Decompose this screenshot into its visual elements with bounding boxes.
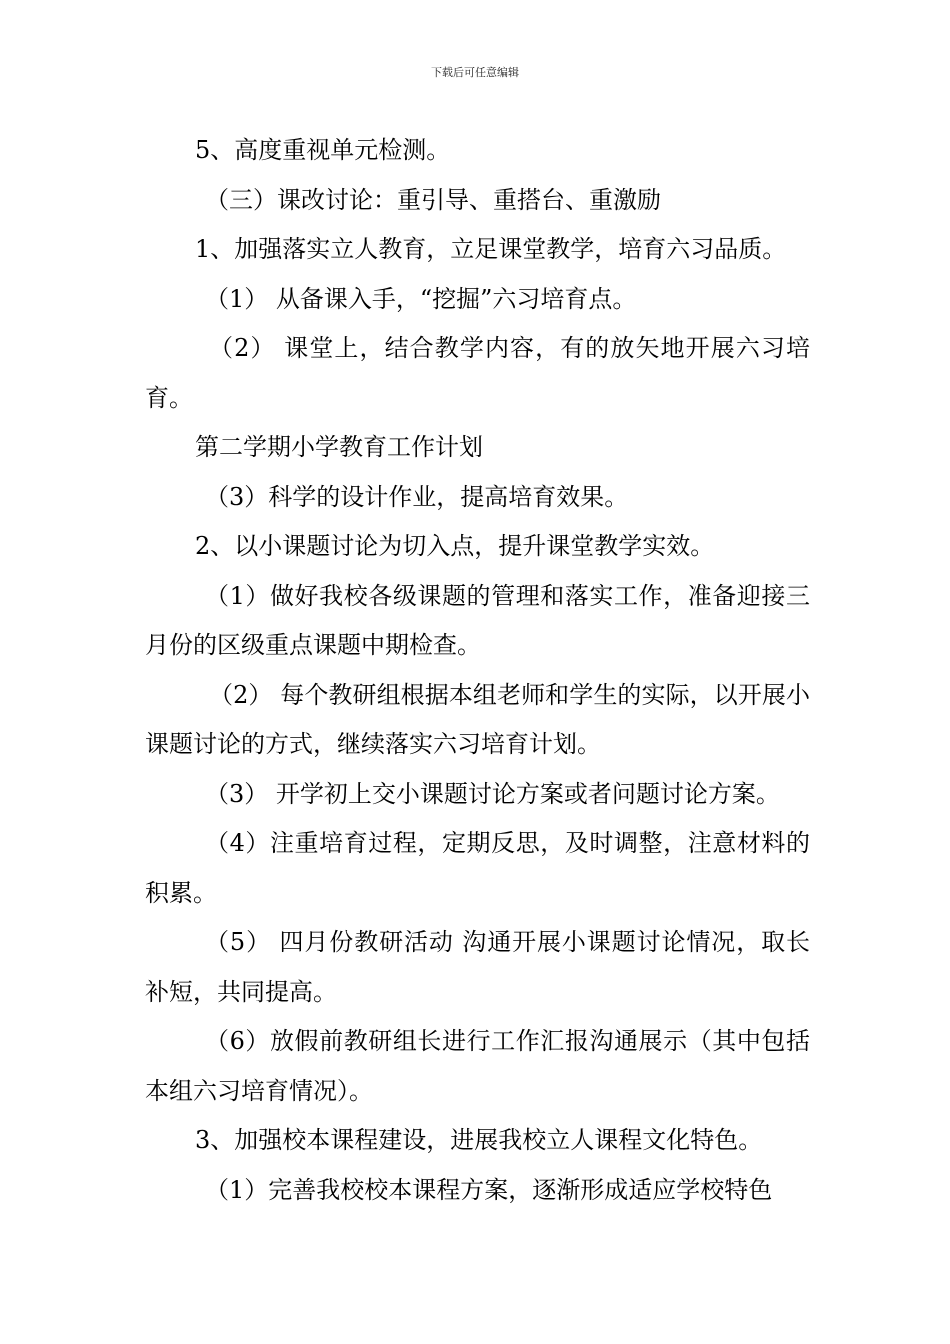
section-heading: （三）课改讨论：重引导、重搭台、重激励 bbox=[205, 185, 661, 214]
paragraph: （1）做好我校各级课题的管理和落实工作，准备迎接三月份的区级重点课题中期检查。 bbox=[145, 581, 810, 659]
document-body bbox=[145, 126, 810, 1215]
paragraph: （3） 开学初上交小课题讨论方案或者问题讨论方案。 bbox=[205, 779, 780, 808]
paragraph: （5） 四月份教研活动 沟通开展小课题讨论情况，取长补短，共同提高。 bbox=[145, 928, 810, 1006]
paragraph: （3）科学的设计作业，提高培育效果。 bbox=[205, 482, 629, 511]
paragraph: （2） 每个教研组根据本组老师和学生的实际，以开展小课题讨论的方式，继续落实六习培育计划。 bbox=[145, 680, 810, 758]
paragraph: （6）放假前教研组长进行工作汇报沟通展示（其中包括本组六习培育情况）。 bbox=[145, 1027, 810, 1105]
paragraph: 5、高度重视单元检测。 bbox=[195, 136, 451, 164]
paragraph: （2） 课堂上，结合教学内容，有的放矢地开展六习培育。 bbox=[145, 334, 810, 412]
paragraph: 1、加强落实立人教育，立足课堂教学，培育六习品质。 bbox=[195, 235, 787, 263]
paragraph: 3、加强校本课程建设，进展我校立人课程文化特色。 bbox=[195, 1126, 763, 1154]
paragraph: （1） 从备课入手，“挖掘”六习培育点。 bbox=[205, 284, 637, 313]
page-header: 下载后可任意编辑 bbox=[431, 66, 519, 79]
paragraph: （4）注重培育过程，定期反思，及时调整，注意材料的积累。 bbox=[145, 829, 810, 907]
paragraph: （1）完善我校校本课程方案，逐渐形成适应学校特色 bbox=[205, 1175, 773, 1204]
paragraph: 第二学期小学教育工作计划 bbox=[195, 433, 483, 461]
paragraph: 2、以小课题讨论为切入点，提升课堂教学实效。 bbox=[195, 532, 715, 560]
